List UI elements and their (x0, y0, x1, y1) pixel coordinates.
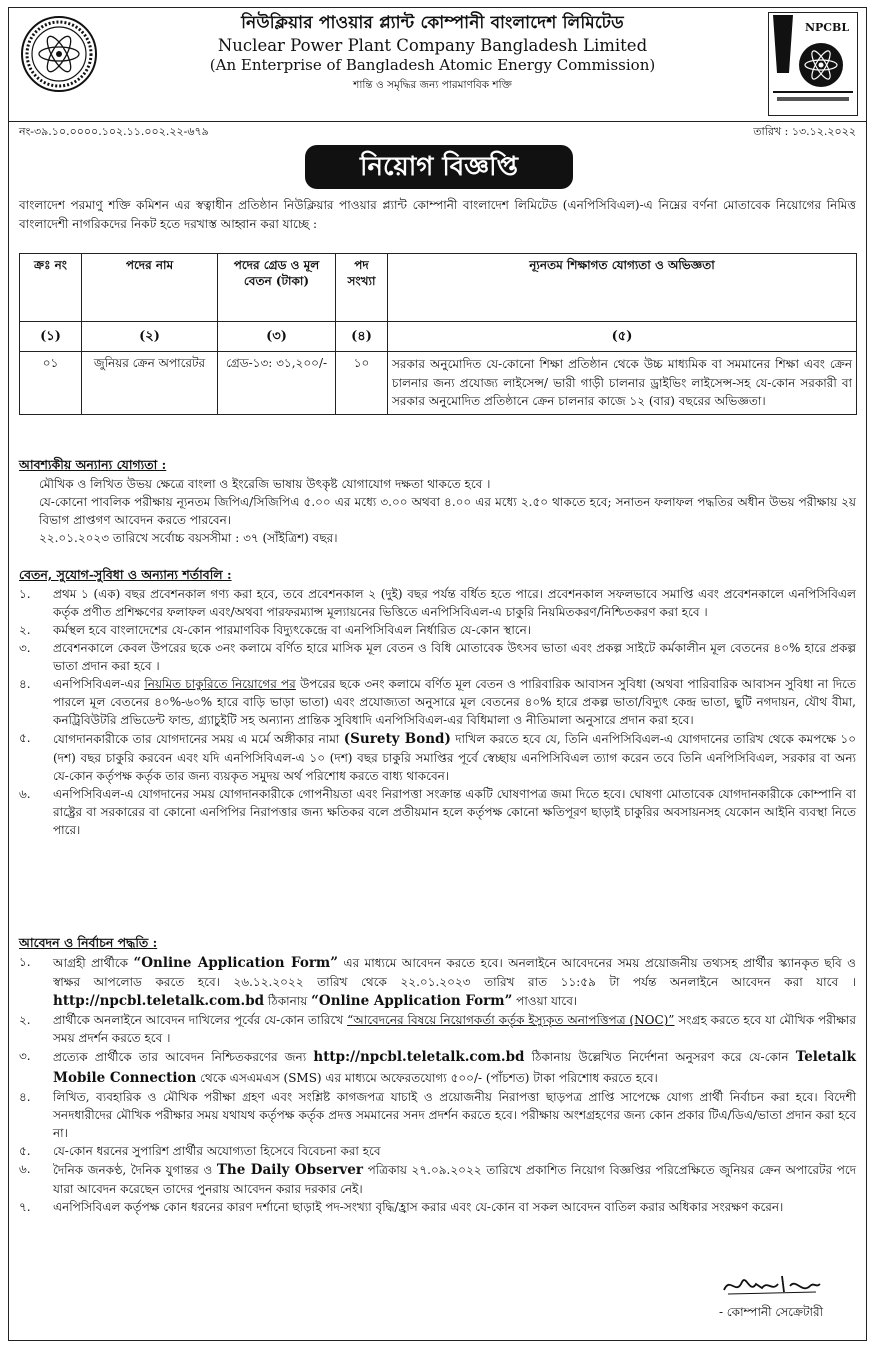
terms-section (19, 566, 856, 839)
item-text: কর্মস্থল হবে বাংলাদেশের যে-কোন পারমাণবিক বিদ্যুৎকেন্দ্রে বা এনপিসিবিএল নির্ধারিত যে-কোন স্থানে। (53, 622, 532, 637)
item-text: আগ্রহী প্রার্থীকে “Online Application Form” এর মাধ্যমে আবেদন করতে হবে। অনলাইনে আবেদনের সময় প্রয়োজনীয় তথ্যসহ প্রার্থীর স্ক্যানকৃত ছবি ও স্বাক্ষর আপলোড করতে হবে। ২৬.১২.২০২২ তারিখ থেকে ২২.০১.২০২৩ তারিখ রাত ১১:৫৯ টা পর্যন্ত অনলাইনে আবেদন করা যাবে । http://npcbl.teletalk.com.bd ঠিকানায় “Online Application Form” পাওয়া যাবে। (53, 954, 856, 1009)
section-heading: বেতন, সুযোগ-সুবিধা ও অন্যান্য শর্তাবলি : (19, 567, 232, 582)
application-url-link[interactable]: http://npcbl.teletalk.com.bd (313, 1049, 525, 1066)
table-header-row (20, 254, 857, 322)
col-number: (২) (82, 322, 218, 352)
col-header-serial: ক্রঃ নং (20, 254, 82, 322)
item-text: এনপিসিবিএল-এ যোগদানের সময় যোগদানকারীকে গোপনীয়তা এবং নিরাপত্তা সংক্রান্ত একটি ঘোষণাপত্র জমা দিতে হবে। ঘোষণা মোতাবেক যোগদানকারীকে কোম্পানি বা রাষ্ট্রের বা সরকারের বা কোনো এনপিপির নিরাপত্তার জন্য ক্ষতিকর বলে প্রতীয়মান হলে কর্তৃপক্ষ কোনো ক্ষতিপূরণ ছাড়াই চাকুরির অবসায়নসহ যেকোন আইনি ব্যবস্থা নিতে পারে। (53, 787, 856, 837)
section-heading: আবেদন ও নির্বাচন পদ্ধতি : (19, 935, 158, 950)
item-number: ৩. (19, 640, 31, 655)
item-number: ৫. (19, 730, 31, 745)
list-item (19, 729, 856, 785)
col-header-qualification: ন্যূনতম শিক্ষাগত যোগ্যতা ও অভিজ্ঞতা (388, 254, 857, 322)
item-number: ৬. (19, 787, 31, 801)
list-item (19, 675, 856, 729)
list-item (19, 1088, 856, 1142)
item-number: ১. (19, 586, 31, 601)
list-item (19, 639, 856, 675)
item-text: এনপিসিবিএল-এর নিয়মিত চাকুরিতে নিয়োগের পর উপরের ছকে ৩নং কলামে বর্ণিত মূল বেতন ও পারিবারিক আবাসন সুবিধা (অথবা পারিবারিক আবাসন সুবিধা না দিতে পারলে মূল বেতনের ৪০%-৬০% হারে বাড়ি ভাড়া ভাতা) এবং প্রযোজ্যতা অনুসারে মূল বেতনের ৪০% হারে প্রকল্প ভাতা/বিদ্যুৎ কেন্দ্র ভাতা, ছুটি নগদায়ন, যৌথ বীমা, কনট্রিবিউটরি প্রভিডেন্ট ফান্ড, গ্র্যাচুইটি সহ অন্যান্য প্রান্তিক সুবিধাদি এনপিসিবিএল-এর বিধিমালা ও নীতিমালা অনুসারে প্রদান করা হবে। (53, 676, 857, 727)
notice-frame (8, 7, 867, 1341)
col-number: (১) (20, 322, 82, 352)
row-post: জুনিয়র ক্রেন অপারেটর (82, 352, 218, 415)
item-text: এনপিসিবিএল কর্তৃপক্ষ কোন ধরনের কারণ দর্শানো ছাড়াই পদ-সংখ্যা বৃদ্ধি/হ্রাস করার এবং যে-কোন বা সকল আবেদন বাতিল করার অধিকার সংরক্ষণ করেন। (53, 1200, 784, 1214)
col-number: (৩) (218, 322, 336, 352)
list-item (19, 1198, 856, 1216)
npcbl-logo-text: NPCBL (804, 21, 850, 34)
column-number-row (20, 322, 857, 352)
handwritten-signature (716, 1270, 826, 1300)
list-item: যে-কোনো পাবলিক পরীক্ষায় ন্যূনতম জিপিএ/সিজিপিএ ৫.০০ এর মধ্যে ৩.০০ অথবা ৪.০০ এর মধ্যে ২.৫০ থাকতে হবে; সনাতন ফলাফল পদ্ধতির অধীন উভয় পরীক্ষায় ২য় বিভাগ প্রাপ্তগণ আবেদন করতে পারবেন। (39, 494, 856, 527)
memo-number: নং-৩৯.১০.০০০০.১০২.১১.০০২.২২-৬৭৯ (19, 125, 209, 138)
row-count: ১০ (336, 352, 388, 415)
application-section (19, 934, 856, 1216)
baec-seal-logo (19, 14, 99, 94)
signature-block (716, 1270, 826, 1320)
issue-date: তারিখ : ১৩.১২.২০২২ (753, 125, 856, 138)
item-number: ৬. (19, 1161, 31, 1176)
item-number: ১. (19, 954, 31, 969)
list-item (19, 785, 856, 839)
list-item: ২২.০১.২০২৩ তারিখে সর্বোচ্চ বয়সসীমা : ৩৭ (সাঁইত্রিশ) বছর। (39, 530, 338, 545)
npcbl-logo (768, 12, 858, 116)
section-heading: আবশ্যকীয় অন্যান্য যোগ্যতা : (19, 457, 167, 472)
org-motto: শান্তি ও সমৃদ্ধির জন্য পারমাণবিক শক্তি (353, 78, 512, 91)
col-number: (৫) (388, 322, 857, 352)
table-row (20, 352, 857, 415)
item-number: ৫. (19, 1143, 31, 1158)
item-number: ৪. (19, 1089, 31, 1104)
notice-title: নিয়োগ বিজ্ঞপ্তি (305, 145, 573, 189)
item-text: যে-কোন ধরনের সুপারিশ প্রার্থীর অযোগ্যতা হিসেবে বিবেচনা করা হবে (53, 1143, 381, 1158)
row-grade: গ্রেড-১৩: ৩১,২০০/- (218, 352, 336, 415)
col-header-post: পদের নাম (82, 254, 218, 322)
intro-paragraph: বাংলাদেশ পরমাণু শক্তি কমিশন এর স্বত্বাধীন প্রতিষ্ঠান নিউক্লিয়ার পাওয়ার প্ল্যান্ট কোম্পানী বাংলাদেশ লিমিটেড (এনপিসিবিএল)-এ নিম্নের বর্ণনা মোতাবেক নিয়োগের নিমিত্ত বাংলাদেশী নাগরিকদের নিকট হতে দরখাস্ত আহ্বান করা যাচ্ছে : (19, 198, 856, 231)
org-subtitle: (An Enterprise of Bangladesh Atomic Energy Commission) (209, 56, 656, 75)
row-serial: ০১ (20, 352, 82, 415)
org-name-english: Nuclear Power Plant Company Bangladesh Limited (217, 35, 648, 55)
item-text: প্রার্থীকে অনলাইনে আবেদন দাখিলের পূর্বের যে-কোন তারিখে “আবেদনের বিষয়ে নিয়োগকর্তা কর্তৃক ইস্যুকৃত অনাপত্তিপত্র (NOC)” সংগ্রহ করতে হবে যা মৌখিক পরীক্ষার সময় প্রদর্শন করতে হবে । (53, 1013, 856, 1046)
list-item (19, 1011, 856, 1047)
col-header-grade: পদের গ্রেড ও মূল বেতন (টাকা) (218, 254, 336, 322)
item-text: প্রথম ১ (এক) বছর প্রবেশনকাল গণ্য করা হবে, তবে প্রবেশনকাল ২ (দুই) বছর পর্যন্ত বর্ধিত হতে পারে। প্রবেশনকাল সফলভাবে সমাপ্তি এবং প্রবেশনকালে এনপিসিবিএল কর্তৃক প্রণীত প্রশিক্ষণের ফলাফল এবং/অথবা পারফরম্যান্স মূল্যায়নের ভিত্তিতে এনপিসিবিএল-এ চাকুরি নিয়মিতকরণ/নিশ্চিতকরণ করা হবে । (53, 586, 856, 619)
signatory-title: - কোম্পানী সেক্রেটারী (718, 1304, 824, 1319)
item-number: ২. (19, 622, 31, 637)
list-item (19, 953, 856, 1012)
list-item (19, 1142, 856, 1160)
list-item (19, 1047, 856, 1088)
list-item (19, 585, 856, 621)
memo-line (19, 125, 856, 140)
col-number: (৪) (336, 322, 388, 352)
vacancy-table (19, 253, 857, 415)
row-qualification: সরকার অনুমোদিত যে-কোনো শিক্ষা প্রতিষ্ঠান থেকে উচ্চ মাধ্যমিক বা সমমানের শিক্ষা এবং ক্রেন চালনার জন্য প্রযোজ্য লাইসেন্স/ ভারী গাড়ী চালনার ড্রাইভিং লাইসেন্স-সহ যে-কোন সরকারী বা সরকার অনুমোদিত প্রতিষ্ঠানে ক্রেন চালনার কাজে ১২ (বার) বছরের অভিজ্ঞতা। (388, 352, 857, 415)
item-text: লিখিত, ব্যবহারিক ও মৌখিক পরীক্ষা গ্রহণ এবং সংশ্লিষ্ট কাগজপত্র যাচাই ও প্রয়োজনীয় নিরাপত্তা ছাড়পত্র প্রাপ্তি সাপেক্ষে যোগ্য প্রার্থী নির্বাচন করা হবে। বিদেশী সনদধারীদের মৌখিক পরীক্ষার সময় যথাযথ কর্তৃপক্ষ কর্তৃক প্রদত্ত সমমানের সনদ প্রদর্শন করতে হবে। পরীক্ষায় অংশগ্রহণের জন্য কোন প্রকার টিএ/ডিএ/ভাতা প্রদান করা হবে না। (53, 1089, 856, 1140)
header-divider (9, 121, 866, 122)
item-number: ৩. (19, 1049, 31, 1064)
list-item: মৌখিক ও লিখিত উভয় ক্ষেত্রে বাংলা ও ইংরেজি ভাষায় উৎকৃষ্ট যোগাযোগ দক্ষতা থাকতে হবে । (39, 476, 491, 491)
item-text: প্রবেশনকালে কেবল উপরের ছকে ৩নং কলামে বর্ণিত হারে মাসিক মূল বেতন ও বিধি মোতাবেক উৎসব ভাতা এবং প্রকল্প সাইটে কর্মকালীন মূল বেতনের ৪০% হারে প্রকল্প ভাতা প্রদান করা হবে । (53, 640, 856, 673)
item-number: ৭. (19, 1200, 31, 1214)
item-number: ২. (19, 1013, 31, 1028)
item-text: দৈনিক জনকণ্ঠ, দৈনিক যুগান্তর ও The Daily Observer পত্রিকায় ২৭.০৯.২০২২ তারিখে প্রকাশিত নিয়োগ বিজ্ঞপ্তির পরিপ্রেক্ষিতে জুনিয়র ক্রেন অপারেটর পদে যারা আবেদন করেছেন তাদের পুনরায় আবেদন করার দরকার নেই। (53, 1161, 857, 1196)
list-item (19, 621, 856, 639)
other-qualifications-section (19, 456, 856, 547)
item-number: ৪. (19, 676, 31, 691)
item-text: যোগদানকারীকে তার যোগদানের সময় এ মর্মে অঙ্গীকার নামা (Surety Bond) দাখিল করতে হবে যে, তিনি এনপিসিবিএল-এ যোগদানের তারিখ থেকে কমপক্ষে ১০ (দশ) বছর চাকুরি করবেন এবং যদি এনপিসিবিএল-এ ১০ (দশ) বছর চাকুরি সমাপ্তির পূর্বে স্বেচ্ছায় এনপিসিবিএল ত্যাগ করেন তবে তিনি এনপিসিবিএল, সরকার বা অন্য যে-কোন কর্তৃপক্ষ কর্তৃক তার জন্য ব্যয়কৃত সমুদয় অর্থ পরিশোধ করতে বাধ্য থাকবেন। (53, 730, 857, 783)
application-url-link[interactable]: http://npcbl.teletalk.com.bd (53, 993, 265, 1009)
col-header-count: পদ সংখ্যা (336, 254, 388, 322)
org-name-bangla: নিউক্লিয়ার পাওয়ার প্ল্যান্ট কোম্পানী বাংলাদেশ লিমিটেড (241, 13, 624, 33)
item-text: প্রত্যেক প্রার্থীকে তার আবেদন নিশ্চিতকরণের জন্য http://npcbl.teletalk.com.bd ঠিকানায় উল্লেখিত নির্দেশনা অনুসরণ করে যে-কোন Teletalk Mobile Connection থেকে এসএমএস (SMS) এর মাধ্যমে অফেরতযোগ্য ৫০০/- (পাঁচশত) টাকা পরিশোধ করতে হবে। (53, 1049, 856, 1086)
letterhead (9, 8, 866, 120)
list-item (19, 1160, 856, 1198)
